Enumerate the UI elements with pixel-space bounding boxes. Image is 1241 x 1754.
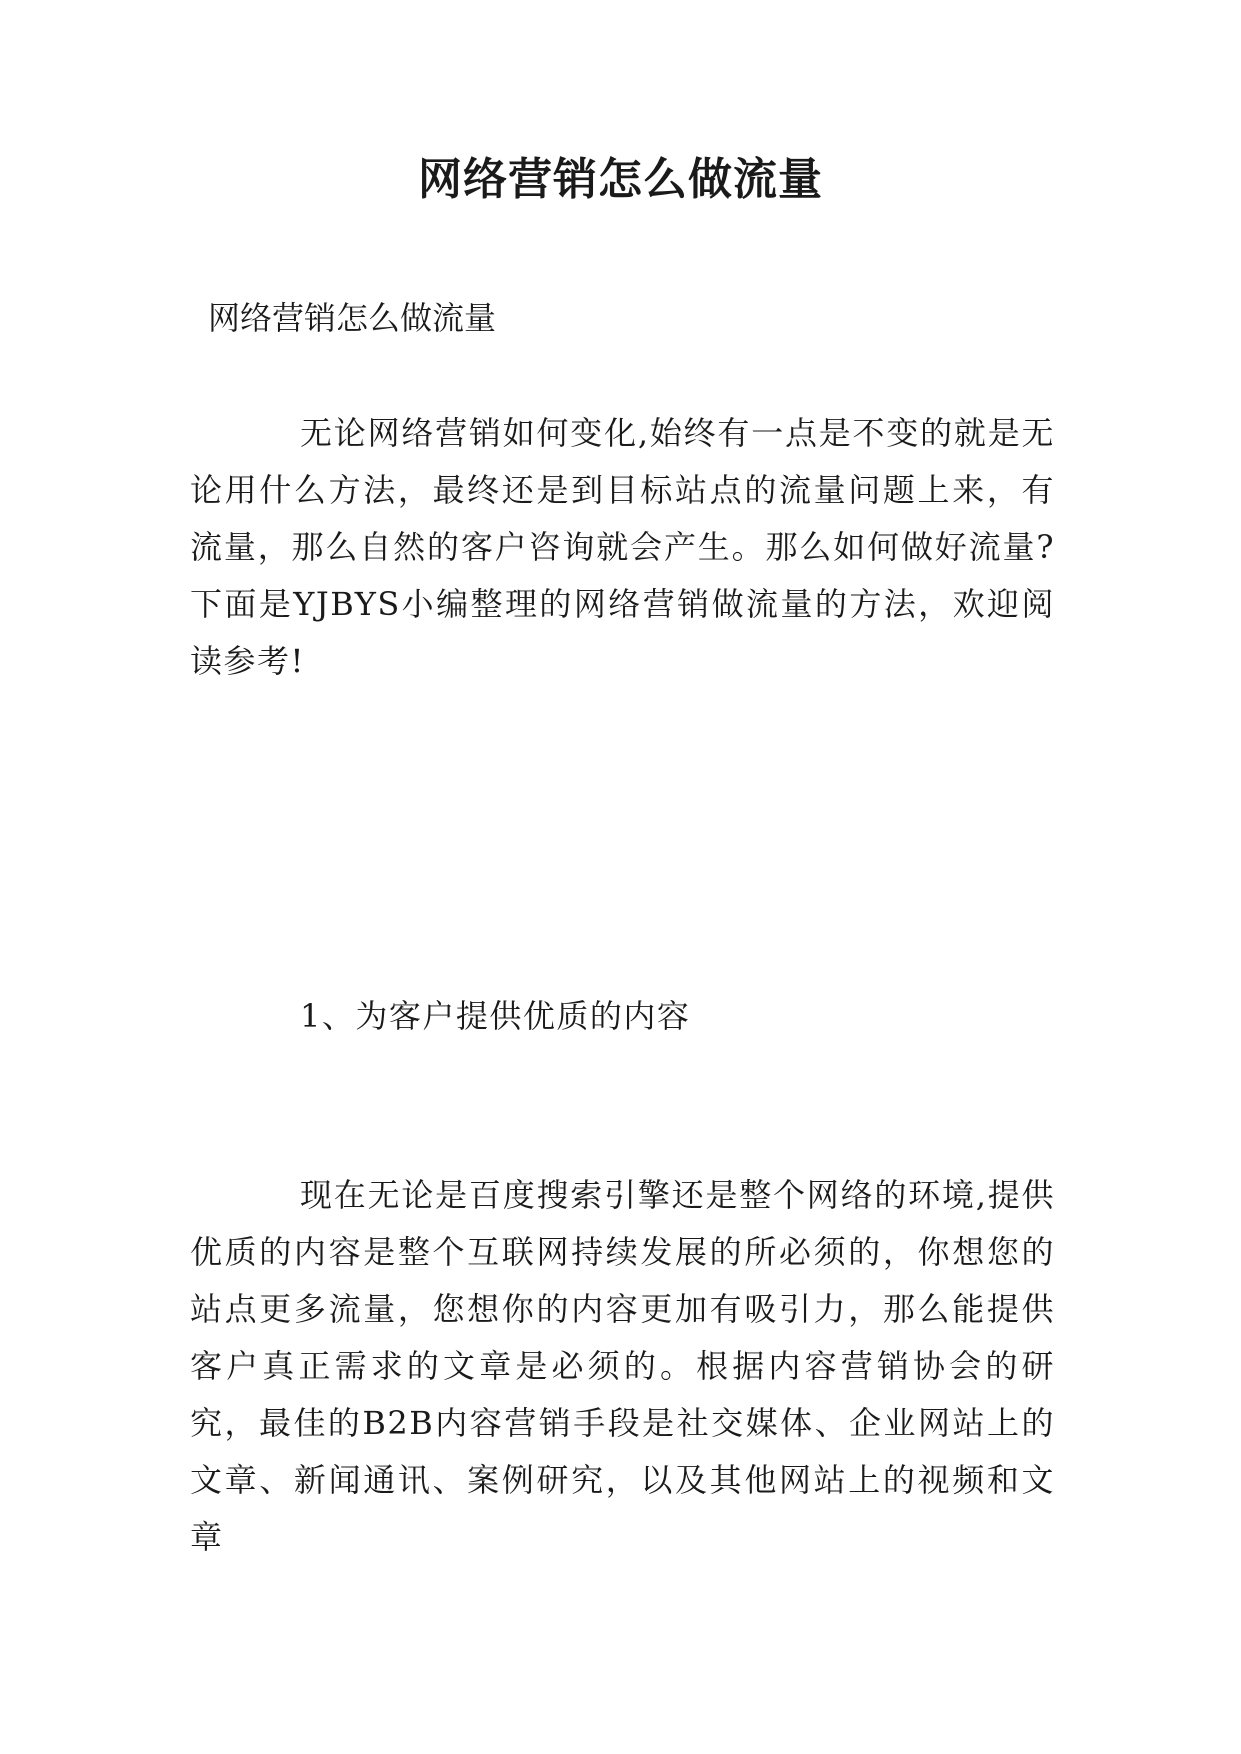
section-heading-1: 1、为客户提供优质的内容 <box>300 997 691 1035</box>
intro-paragraph: 无论网络营销如何变化,始终有一点是不变的就是无论用什么方法，最终还是到目标站点的流量问题上来，有流量，那么自然的客户咨询就会产生。那么如何做好流量?下面是YJBYS小编整理的网络营销做流量的方法，欢迎阅读参考! <box>190 414 1055 680</box>
document-subtitle: 网络营销怎么做流量 <box>208 299 497 337</box>
document-title: 网络营销怎么做流量 <box>418 154 823 205</box>
section-paragraph-1: 现在无论是百度搜索引擎还是整个网络的环境,提供优质的内容是整个互联网持续发展的所必须的，你想您的站点更多流量，您想你的内容更加有吸引力，那么能提供客户真正需求的文章是必须的。根据内容营销协会的研究，最佳的B2B内容营销手段是社交媒体、企业网站上的文章、新闻通讯、案例研究，以及其他网站上的视频和文章 <box>190 1176 1055 1556</box>
